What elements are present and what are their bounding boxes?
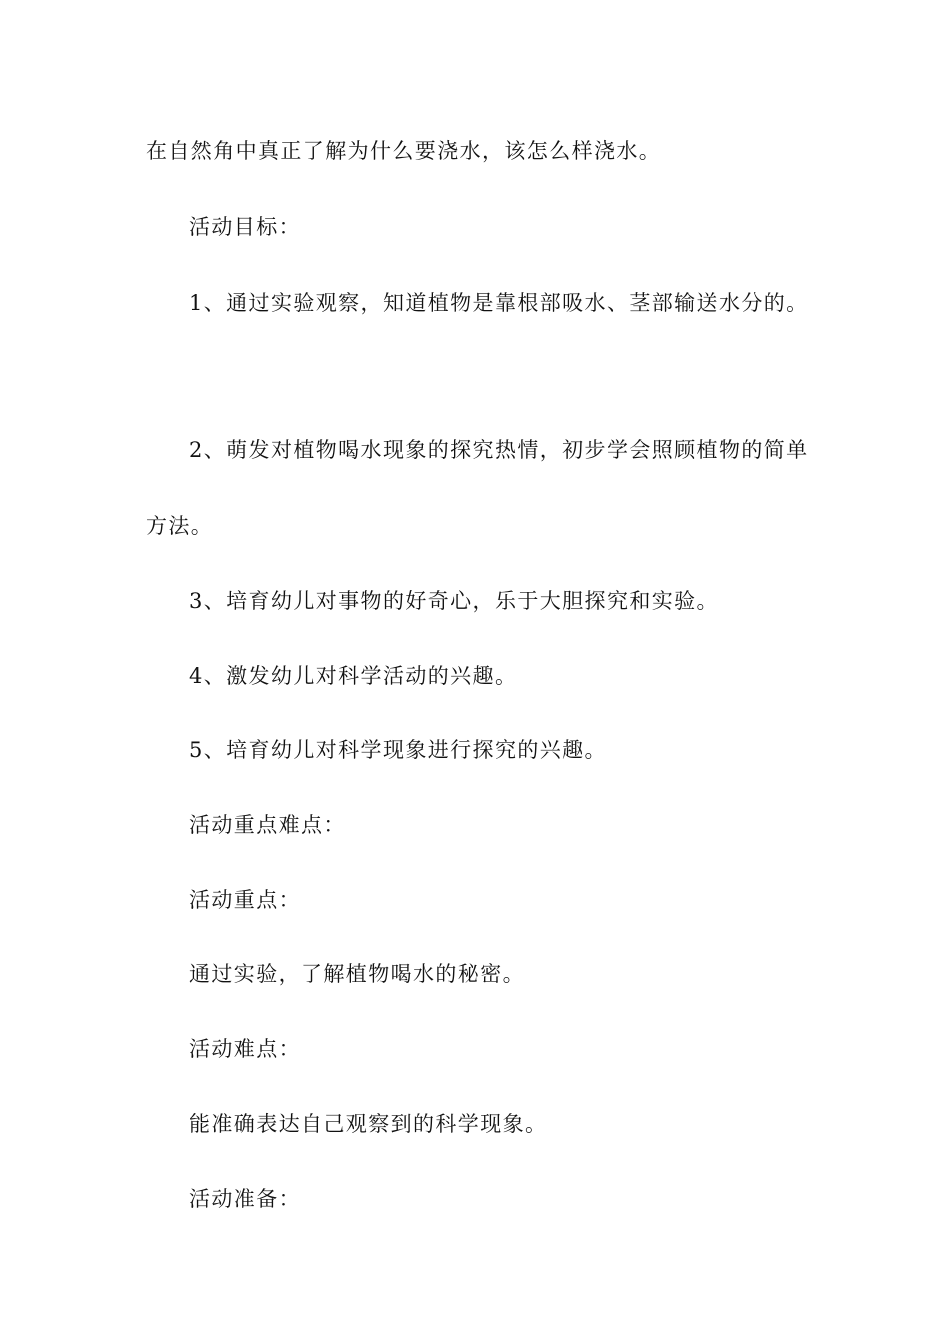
section-heading-goals: 活动目标： [189, 215, 301, 239]
goal-item-2-continued: 方法。 [146, 514, 214, 538]
subheading-focus: 活动重点： [189, 888, 301, 912]
text-line: 在自然角中真正了解为什么要浇水，该怎么样浇水。 [146, 139, 662, 163]
subheading-difficulty: 活动难点： [189, 1037, 301, 1061]
section-heading-preparation: 活动准备： [189, 1187, 301, 1211]
goal-item-1: 1、通过实验观察，知道植物是靠根部吸水、茎部输送水分的。 [189, 291, 809, 315]
goal-item-2: 2、萌发对植物喝水现象的探究热情，初步学会照顾植物的简单 [189, 438, 809, 462]
difficulty-text: 能准确表达自己观察到的科学现象。 [189, 1112, 548, 1136]
section-heading-key-points: 活动重点难点： [189, 813, 346, 837]
focus-text: 通过实验，了解植物喝水的秘密。 [189, 962, 525, 986]
goal-item-3: 3、培育幼儿对事物的好奇心，乐于大胆探究和实验。 [189, 589, 719, 613]
goal-item-5: 5、培育幼儿对科学现象进行探究的兴趣。 [189, 738, 607, 762]
goal-item-4: 4、激发幼儿对科学活动的兴趣。 [189, 664, 518, 688]
